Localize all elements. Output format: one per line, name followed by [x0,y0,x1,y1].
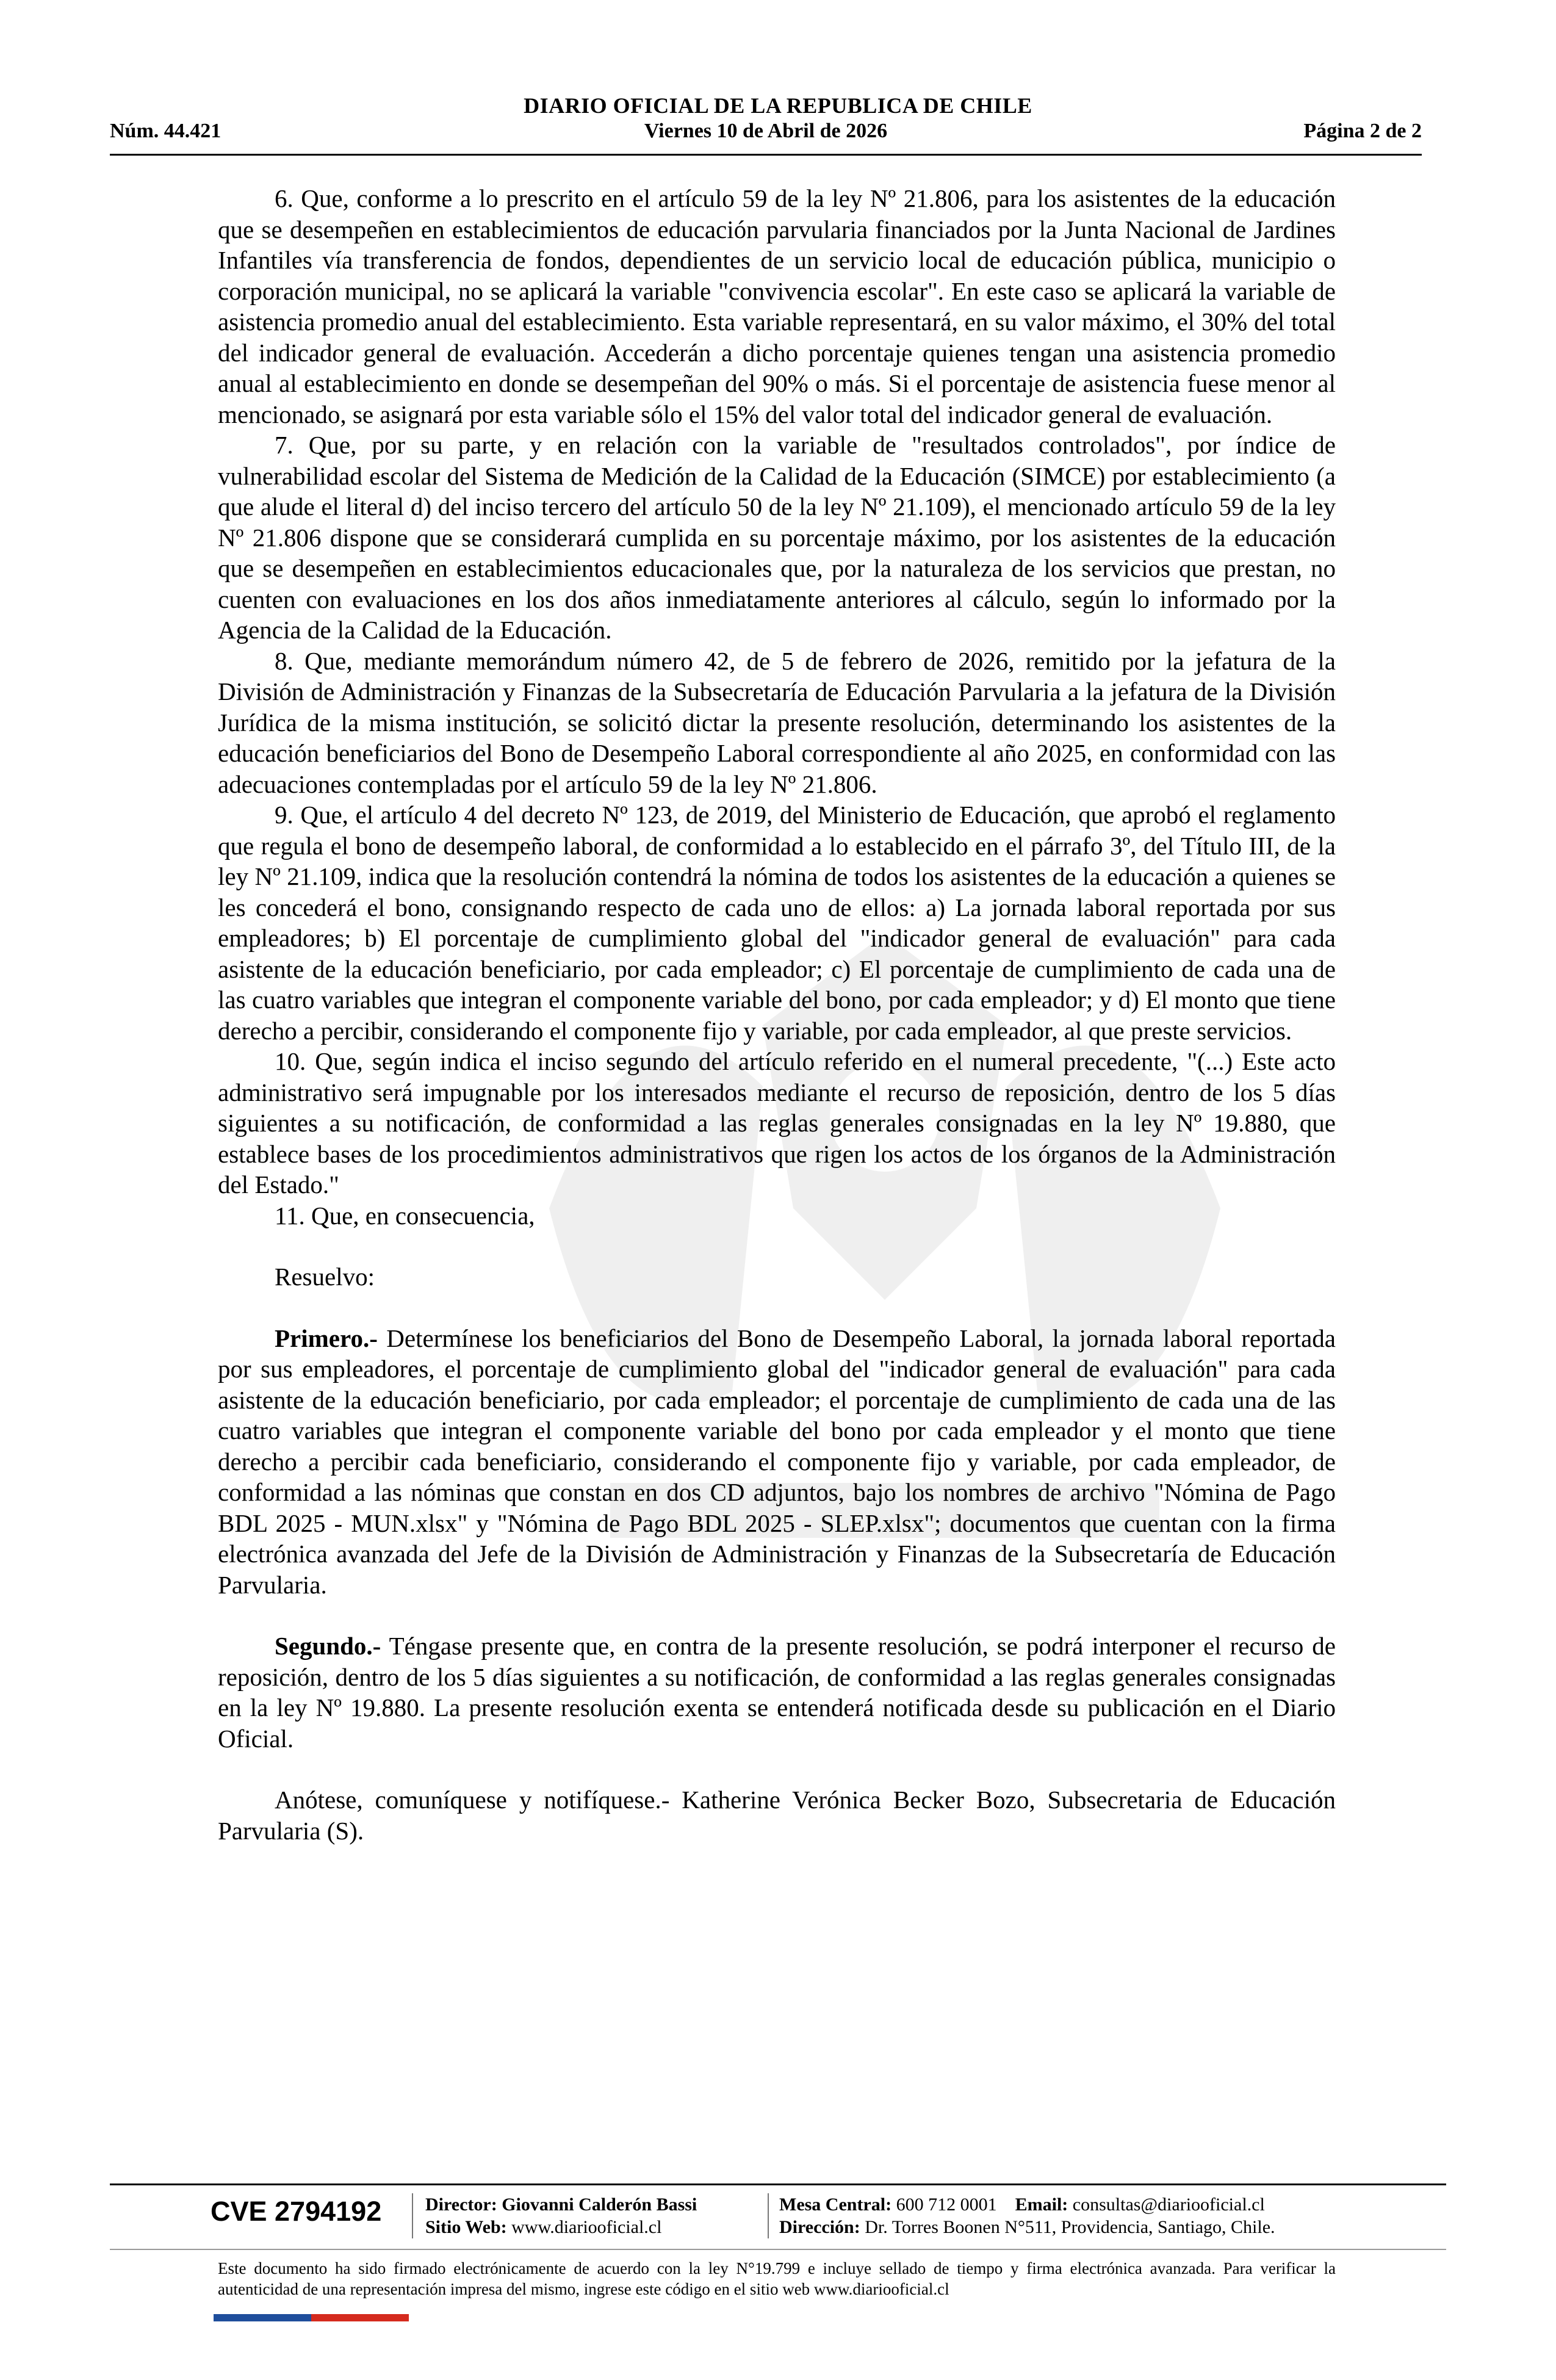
header-divider [110,154,1422,156]
mesa-label: Mesa Central: [779,2194,892,2215]
flag-bar-blue [214,2314,311,2321]
paragraph-9: 9. Que, el artículo 4 del decreto Nº 123, de 2019, del Ministerio de Educación, que aprobó el reglamento que regula el bono de desempeño laboral, de conformidad a lo establecido en el párrafo 3º, del Título III, de la ley Nº 21.109, indica que la resolución contendrá la nómina de todos los asistentes de la educación a quienes se les concederá el bono, consignando respecto de cada uno de ellos: a) La jornada laboral reportada por sus empleadores; b) El porcentaje de cumplimiento global del "indicador general de evaluación" para cada asistente de la educación beneficiario, por cada empleador; c) El porcentaje de cumplimiento de cada una de las cuatro variables que integran el componente variable del bono, por cada empleador; y d) El monto que tiene derecho a percibir, considerando el componente fijo y variable, por cada empleador, al que preste servicios. [218,801,1336,1045]
signature-note: Este documento ha sido firmado electrónicamente de acuerdo con la ley N°19.799 e incluye sellado de tiempo y firma electrónica avanzada. Para verificar la autenticidad de una representación impresa del mismo, ingrese este código en el sitio web www.diariooficial.cl [218,2259,1336,2298]
web-label: Sitio Web: [425,2217,507,2237]
director-name: Giovanni Calderón Bassi [502,2194,697,2215]
document-body [218,183,1336,1846]
paragraph-11: 11. Que, en consecuencia, [275,1201,535,1230]
segundo-text: Téngase presente que, en contra de la presente resolución, se podrá interponer el recurso de reposición, dentro de los 5 días siguientes a su notificación, de conformidad a las reglas generales consignadas en la ley Nº 19.880. La presente resolución exenta se entenderá notificada desde su publicación en el Diario Oficial. [218,1632,1336,1753]
web-link[interactable]: www.diariooficial.cl [511,2217,662,2237]
closing-signature: Anótese, comuníquese y notifíquese.- Katherine Verónica Becker Bozo, Subsecretaria de Educación Parvularia (S). [218,1786,1336,1845]
footer-divider [110,2183,1446,2185]
cve-code: CVE 2794192 [211,2196,382,2227]
email-link[interactable]: consultas@diariooficial.cl [1072,2194,1265,2215]
paragraph-7: 7. Que, por su parte, y en relación con la variable de "resultados controlados", por índice de vulnerabilidad escolar del Sistema de Medición de la Calidad de la Educación (SIMCE) por establecimiento (a que alude el literal d) del inciso tercero del artículo 50 de la ley Nº 21.109), el mencionado artículo 59 de la ley Nº 21.806 dispone que se considerará cumplida en su porcentaje máximo, por los asistentes de la educación que se desempeñen en establecimientos educacionales que, por la naturaleza de los servicios que prestan, no cuenten con evaluaciones en los dos años inmediatamente anteriores al cálculo, según lo informado por la Agencia de la Calidad de la Educación. [218,431,1336,644]
page-indicator: Página 2 de 2 [1303,120,1422,142]
footer-divider-secondary [110,2249,1446,2250]
paragraph-6: 6. Que, conforme a lo prescrito en el artículo 59 de la ley Nº 21.806, para los asistentes de la educación que se desempeñen en establecimientos de educación parvularia financiados por la Junta Nacional de Jardines Infantiles vía transferencia de fondos, dependientes de un servicio local de educación pública, municipio o corporación municipal, no se aplicará la variable "convivencia escolar". En este caso se aplicará la variable de asistencia promedio anual del establecimiento. Esta variable representará, en su valor máximo, el 30% del total del indicador general de evaluación. Accederán a dicho porcentaje quienes tengan una asistencia promedio anual al establecimiento en donde se desempeñan del 90% o más. Si el porcentaje de asistencia fuese menor al mencionado, se asignará por esta variable sólo el 15% del valor total del indicador general de evaluación. [218,184,1336,428]
resolution-primero [218,1323,1336,1601]
newspaper-title: DIARIO OFICIAL DE LA REPUBLICA DE CHILE [524,93,1032,118]
director-label: Director: [425,2194,497,2215]
footer-contact-block [779,2193,1275,2238]
footer-separator [412,2193,413,2238]
segundo-label: Segundo.- [275,1632,381,1660]
issue-date: Viernes 10 de Abril de 2026 [644,120,888,142]
email-label: Email: [1015,2194,1068,2215]
paragraph-8: 8. Que, mediante memorándum número 42, de 5 de febrero de 2026, remitido por la jefatura de la División de Administración y Finanzas de la Subsecretaría de Educación Parvularia a la jefatura de la División Jurídica de la misma institución, se solicitó dictar la presente resolución, determinando los asistentes de la educación beneficiarios del Bono de Desempeño Laboral correspondiente al año 2025, en conformidad con las adecuaciones contempladas por el artículo 59 de la ley Nº 21.806. [218,646,1336,798]
resolution-segundo [218,1631,1336,1754]
flag-bar-red [311,2314,409,2321]
footer-separator [768,2193,769,2238]
address-value: Dr. Torres Boonen N°511, Providencia, Santiago, Chile. [865,2217,1275,2237]
issue-number: Núm. 44.421 [110,120,222,142]
footer-director-block [425,2193,697,2238]
primero-label: Primero.- [275,1324,378,1352]
address-label: Dirección: [779,2217,860,2237]
resuelvo-heading: Resuelvo: [275,1263,375,1291]
primero-text: Determínese los beneficiarios del Bono de Desempeño Laboral, la jornada laboral reportada por sus empleadores, el porcentaje de cumplimiento global del "indicador general de evaluación" para cada asistente de la educación beneficiario, por cada empleador; el porcentaje de cumplimiento de cada una de las cuatro variables que integran el componente variable del bono por cada empleador y el monto que tiene derecho a percibir cada beneficiario, considerando el componente fijo y variable, por cada empleador, de conformidad a las nóminas que constan en dos CD adjuntos, bajo los nombres de archivo "Nómina de Pago BDL 2025 - MUN.xlsx" y "Nómina de Pago BDL 2025 - SLEP.xlsx"; documentos que cuentan con la firma electrónica avanzada del Jefe de la División de Administración y Finanzas de la Subsecretaría de Educación Parvularia. [218,1324,1336,1599]
mesa-phone: 600 712 0001 [896,2194,997,2215]
paragraph-10: 10. Que, según indica el inciso segundo del artículo referido en el numeral precedente, "(...) Este acto administrativo será impugnable por los interesados mediante el recurso de reposición, dentro de los 5 días siguientes a su notificación, de conformidad a las reglas generales consignadas en la ley Nº 19.880, que establece bases de los procedimientos administrativos que rigen los actos de los órganos de la Administración del Estado." [218,1047,1336,1199]
